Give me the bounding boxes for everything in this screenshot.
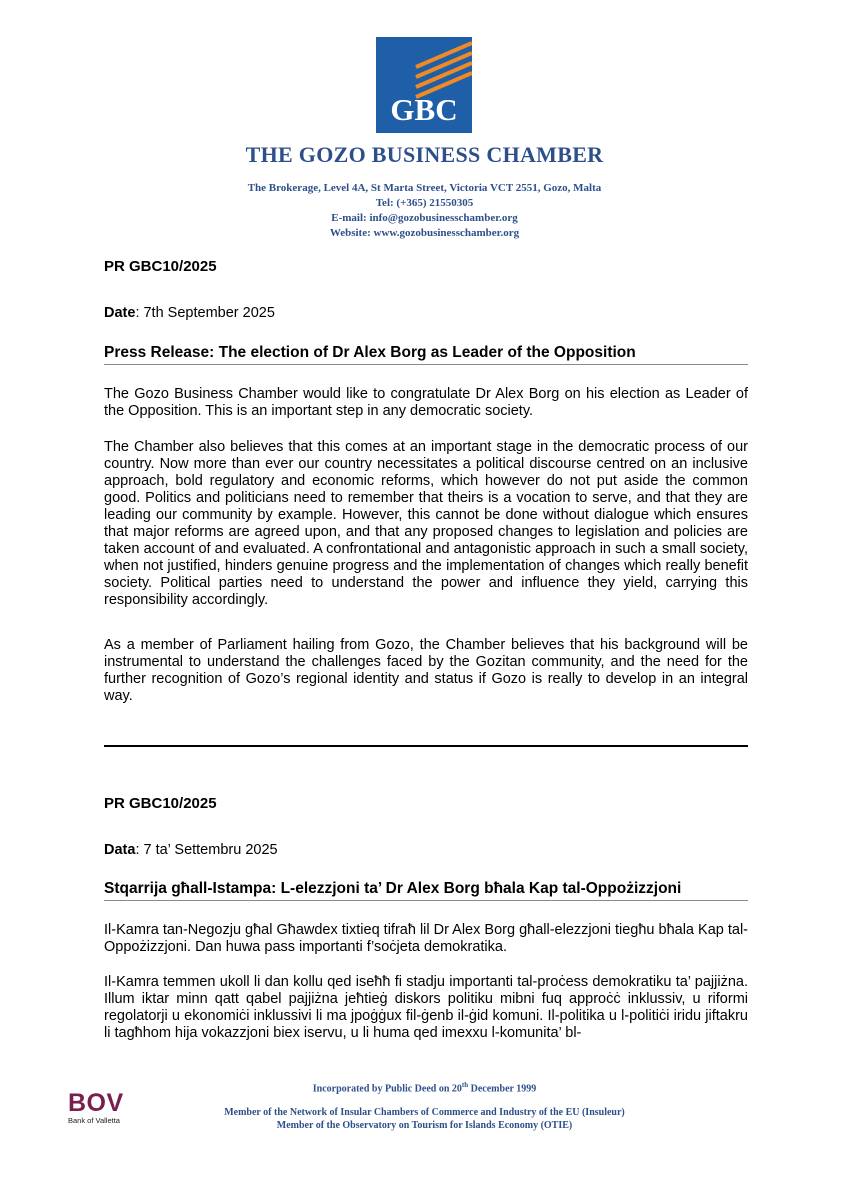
release-ref: PR GBC10/2025 (104, 258, 217, 275)
date-value: : 7th September 2025 (135, 305, 275, 321)
maltese-title-block (104, 880, 748, 901)
maltese-paragraph-2: Il-Kamra temmen ukoll li dan kollu qed iseħħ fi stadju importanti tal-proċess demokratiku ta’ pajjiżna. Illum iktar minn qatt qabel pajjiżna jeħtieġ diskors politiku mibni fuq approċċ inklussiv, u riformi regolatorji u ekonomiċi inklussivi li ma jpoġġux fil-ġenb il-ġid komuni. Il-politika u l-politiċi iridu jiftakru li tagħhom hija vokazzjoni biex iservu, u li huma qed imexxu l-komunita’ bl- (104, 974, 748, 1041)
insuleur-membership: Member of the Network of Insular Chambers of Commerce and Industry of the EU (Insuleur) (224, 1107, 625, 1118)
logo-text: GBC (390, 92, 458, 127)
english-title-block (104, 344, 748, 365)
english-paragraph-2: The Chamber also believes that this comes at an important stage in the democratic process of our country. Now more than ever our country necessitates a political discourse centred on an inclusive approach, bold regulatory and economic reforms, which however do not put aside the common good. Politics and politicians need to remember that theirs is a vocation to serve, and that they are leading our community by example. However, this cannot be done without dialogue which ensures that major reforms are agreed upon, and that any proposed changes to legislation and policies are taken account of and evaluated. A confrontational and antagonistic approach in such a small society, when not justified, hinders genuine progress and the implementation of changes which really benefit society. Political parties need to understand the power and influence they yield, carrying this responsibility accordingly. (104, 439, 748, 608)
release-title: Press Release: The election of Dr Alex Borg as Leader of the Opposition (104, 344, 748, 365)
english-paragraph-3: As a member of Parliament hailing from Gozo, the Chamber believes that his background will be instrumental to understand the challenges faced by the Gozitan community, and the need for the further recognition of Gozo’s regional identity and status if Gozo is really to develop in an integral way. (104, 637, 748, 704)
email[interactable]: E-mail: info@gozobusinesschamber.org (331, 212, 518, 224)
incorporation-sup: th (461, 1081, 469, 1089)
bov-name: Bank of Valletta (68, 1116, 120, 1125)
incorporation-prefix: Incorporated by Public Deed on 20 (312, 1083, 462, 1095)
maltese-date (104, 842, 748, 859)
website[interactable]: Website: www.gozobusinesschamber.org (329, 227, 520, 239)
english-date (104, 305, 748, 322)
gbc-logo (376, 37, 472, 133)
incorporation-suffix: December 1999 (468, 1083, 537, 1095)
section-divider (104, 745, 748, 747)
english-ref (104, 258, 748, 275)
otie-membership: Member of the Observatory on Tourism for Islands Economy (OTIE) (276, 1120, 573, 1131)
chamber-name: THE GOZO BUSINESS CHAMBER (245, 142, 604, 167)
maltese-ref (104, 795, 748, 812)
english-paragraph-1: The Gozo Business Chamber would like to congratulate Dr Alex Borg on his election as Leader of the Opposition. This is an important step in any democratic society. (104, 386, 748, 419)
maltese-paragraph-1: Il-Kamra tan-Negozju għal Għawdex tixtieq tifraħ lil Dr Alex Borg għall-elezzjoni tiegħu bħala Kap tal-Oppożizzjoni. Dan huwa pass importanti f’soċjeta demokratika. (104, 922, 748, 955)
date-label: Data (104, 842, 136, 858)
address: The Brokerage, Level 4A, St Marta Street, Victoria VCT 2551, Gozo, Malta (247, 182, 602, 194)
bov-logo (68, 1090, 138, 1126)
date-label: Date (104, 305, 136, 321)
release-title: Stqarrija għall-Istampa: L-elezzjoni ta’ Dr Alex Borg bħala Kap tal-Oppożizzjoni (104, 880, 748, 901)
telephone: Tel: (+365) 21550305 (375, 197, 474, 209)
contact-block (0, 181, 849, 241)
bov-mark: BOV (68, 1089, 124, 1117)
date-value: : 7 ta’ Settembru 2025 (135, 842, 278, 858)
release-ref: PR GBC10/2025 (104, 795, 217, 812)
